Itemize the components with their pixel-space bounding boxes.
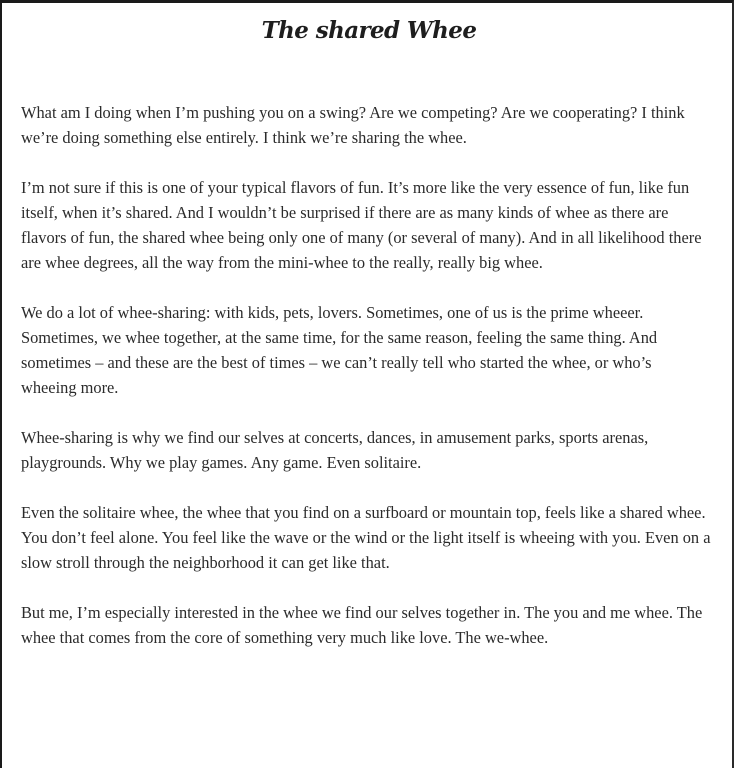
paragraph: Whee-sharing is why we find our selves at concerts, dances, in amusement parks, sports arenas, playgrounds. Why we play games. Any game. Even solitaire. [21,428,649,472]
paragraph: Even the solitaire whee, the whee that you find on a surfboard or mountain top, feels like a shared whee. You don’t feel alone. You feel like the wave or the wind or the light itself is wheeing with you. Even on a slow stroll through the neighborhood it can get like that. [21,503,711,572]
page-title: The shared Whee [261,17,477,44]
paragraph: What am I doing when I’m pushing you on a swing? Are we competing? Are we cooperating? I think we’re doing something else entirely. I think we’re sharing the whee. [21,103,685,147]
paragraph: But me, I’m especially interested in the whee we find our selves together in. The you and me whee. The whee that comes from the core of something very much like love. The we-whee. [21,603,703,647]
article-body [21,100,711,675]
paragraph: I’m not sure if this is one of your typical flavors of fun. It’s more like the very essence of fun, like fun itself, when it’s shared. And I wouldn’t be surprised if there are as many kinds of whee as there are flavors of fun, the shared whee being only one of many (or several of many). And in all likelihood there are whee degrees, all the way from the mini-whee to the really, really big whee. [21,178,702,272]
paragraph: We do a lot of whee-sharing: with kids, pets, lovers. Sometimes, one of us is the prime wheeer. Sometimes, we whee together, at the same time, for the same reason, feeling the same thing. And sometimes – and these are the best of times – we can’t really tell who started the whee, or who’s wheeing more. [21,303,658,397]
